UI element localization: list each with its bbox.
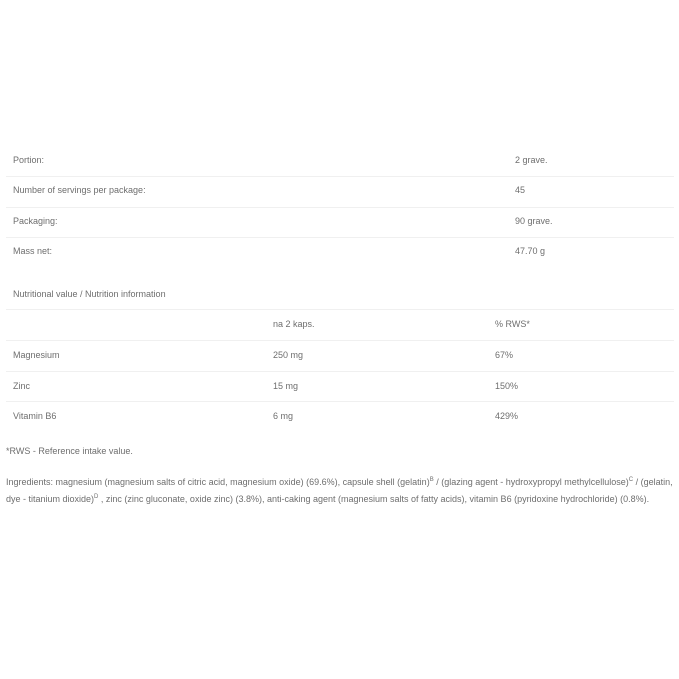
info-label: Number of servings per package:: [13, 185, 146, 195]
ingredients-part: / (glazing agent - hydroxypropyl methylcellulose): [433, 477, 629, 487]
table-row: [6, 341, 674, 372]
info-value: 45: [515, 185, 526, 195]
ingredients-text: [6, 474, 674, 508]
ingredients-part: , zinc (zinc gluconate, oxide zinc) (3.8%), anti-caking agent (magnesium salts of fatty acids), vitamin B6 (pyridoxine hydrochloride) (0.8%).: [98, 494, 650, 504]
info-row-mass: [6, 238, 674, 270]
info-row-portion: [6, 147, 674, 177]
info-value: 47.70 g: [515, 246, 546, 256]
info-label: Mass net:: [13, 246, 53, 256]
table-row: [6, 402, 674, 432]
ingredients-part: / (gelatin, dye - titanium dioxide): [6, 477, 673, 504]
column-header-amount: na 2 kaps.: [273, 319, 315, 329]
rws-footnote: *RWS - Reference intake value.: [6, 446, 133, 456]
nutrient-amount: 250 mg: [273, 350, 304, 360]
info-value: 90 grave.: [515, 216, 553, 226]
info-value: 2 grave.: [515, 155, 548, 165]
ingredients-part: Ingredients: magnesium (magnesium salts of citric acid, magnesium oxide) (69.6%), capsule shell (gelatin): [6, 477, 430, 487]
table-row: [6, 372, 674, 402]
info-row-packaging: [6, 208, 674, 238]
column-header-rws: % RWS*: [495, 319, 530, 329]
nutrient-rws: 429%: [495, 411, 519, 421]
nutrient-name: Zinc: [13, 381, 31, 391]
nutrient-rws: 67%: [495, 350, 514, 360]
info-row-servings: [6, 177, 674, 208]
ingredients-superscript: C: [628, 477, 634, 483]
info-label: Packaging:: [13, 216, 58, 226]
nutrient-amount: 15 mg: [273, 381, 299, 391]
ingredients-superscript: D: [94, 494, 99, 500]
nutrient-name: Magnesium: [13, 350, 60, 360]
nutrient-amount: 6 mg: [273, 411, 294, 421]
info-label: Portion:: [13, 155, 45, 165]
ingredients-superscript: B: [429, 477, 434, 483]
nutrient-name: Vitamin B6: [13, 411, 57, 421]
nutrient-rws: 150%: [495, 381, 519, 391]
nutrition-heading-row: [6, 280, 674, 310]
nutrition-heading: Nutritional value / Nutrition information: [13, 289, 166, 299]
nutrition-table-header: [6, 310, 674, 341]
